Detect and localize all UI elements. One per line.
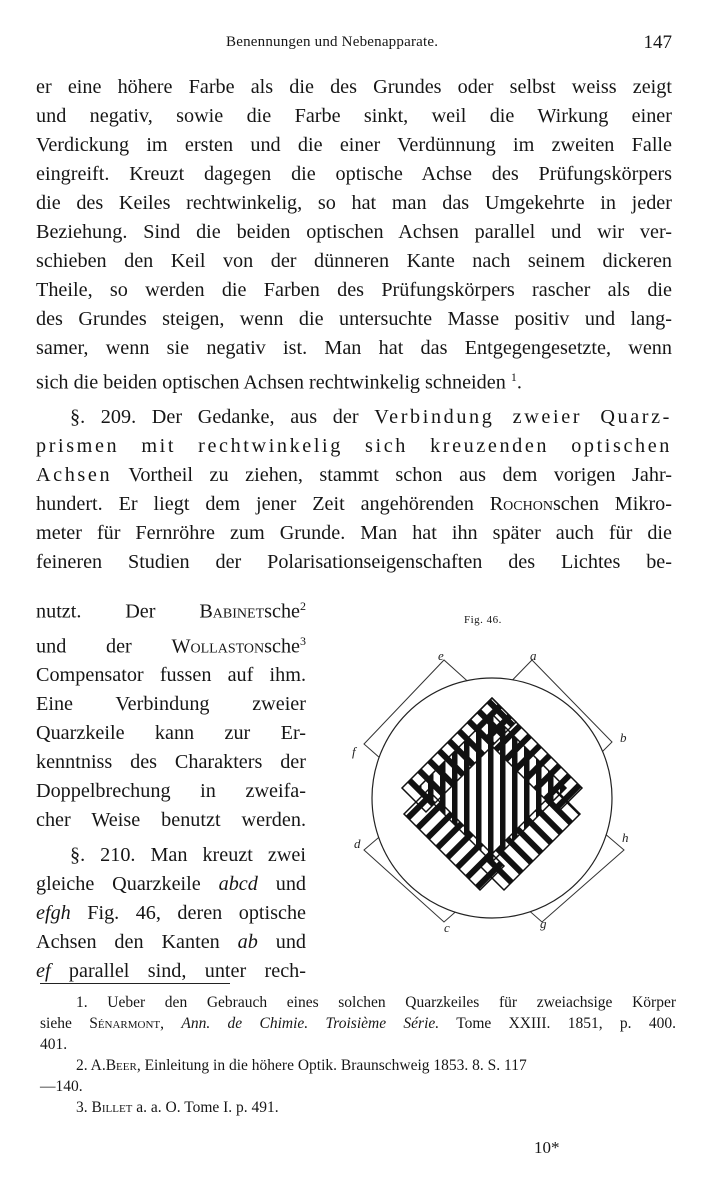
text-span: gleiche Quarzkeile: [36, 873, 201, 896]
text-line: meter für Fernröhre zum Grunde. Man hat ihn später auch für die: [36, 522, 672, 544]
text-span: Verbindung zweier Quarz-: [374, 406, 672, 428]
text-line: Compensator fussen auf ihm.: [36, 664, 306, 687]
text-line: Eine Verbindung zweier: [36, 693, 306, 716]
text-line: schieben den Keil von der dünneren Kante nach seinem dickeren: [36, 250, 672, 272]
text-span: und: [275, 873, 306, 896]
paragraph-2: [36, 403, 672, 577]
text-span: §. 209. Der Gedanke, aus der: [70, 406, 359, 428]
author-name: Babinet: [199, 600, 265, 623]
author-name: Wollaston: [171, 635, 265, 658]
text-span: .: [516, 371, 522, 394]
text-line: Quarzkeile kann zur Er-: [36, 722, 306, 745]
text-span: schen Mikro-: [552, 493, 672, 515]
text-span: Fig. 46, deren optische: [87, 902, 306, 925]
text-span: §. 210. Man kreuzt zwei: [70, 844, 306, 867]
text-line: [36, 403, 672, 432]
text-span: parallel sind, unter rech-: [68, 960, 306, 983]
text-line: kenntniss des Charakters der: [36, 751, 306, 774]
text-span: ef: [36, 960, 51, 983]
quartz-wedges-diagram: [344, 640, 644, 940]
wrapped-paragraph: [36, 592, 306, 986]
page-header: [36, 32, 672, 56]
text-line: Verdickung im ersten und die einer Verdünnung im zweiten Falle: [36, 134, 672, 156]
text-span: Achsen den Kanten: [36, 931, 220, 954]
text-span: Vortheil zu ziehen, stammt schon aus dem vorigen Jahr-: [128, 464, 672, 486]
text-line: er eine höhere Farbe als die des Grundes oder selbst weiss zeigt: [36, 76, 672, 98]
footnote-3: [40, 1097, 676, 1118]
text-span: und: [275, 931, 306, 954]
text-line: [36, 363, 672, 398]
text-line: Theile, so werden die Farben des Prüfungskörpers rascher als die: [36, 279, 672, 301]
label-e: e: [438, 648, 444, 663]
text-line: und negativ, sowie die Farbe sinkt, weil die Wirkung einer: [36, 105, 672, 127]
label-f: f: [352, 744, 356, 759]
label-a: a: [530, 648, 537, 663]
text-span: efgh: [36, 902, 71, 925]
text-span: , Einleitung in die höhere Optik. Braunschweig 1853. 8. S. 117: [136, 1057, 527, 1074]
text-line: [36, 627, 306, 662]
paragraph-1: [36, 73, 672, 398]
text-span: abcd: [218, 873, 258, 896]
author-name: Beer: [105, 1057, 137, 1074]
footnote-2: [40, 1055, 676, 1076]
text-span: ab: [237, 931, 258, 954]
label-h: h: [622, 830, 629, 845]
text-line: eingreift. Kreuzt dagegen die optische Achse des Prüfungskörpers: [36, 163, 672, 185]
text-line: samer, wenn sie negativ ist. Man hat das Entgegengesetzte, wenn: [36, 337, 672, 359]
author-name: Billet: [91, 1099, 133, 1116]
text-line: [36, 899, 306, 928]
text-span: siehe: [40, 1015, 72, 1032]
text-line: feineren Studien der Polarisationseigenschaften des Lichtes be-: [36, 551, 672, 573]
footnote-2-end: —140.: [40, 1078, 83, 1095]
label-d: d: [354, 836, 361, 851]
text-span: 2. A.: [76, 1057, 106, 1074]
page-number: 147: [643, 32, 672, 53]
footnote-ref-3[interactable]: 3: [300, 633, 306, 648]
text-line: [36, 841, 306, 870]
footnote-1-cont: siehe Sénarmont, Ann. de Chimie. Troisième Série. Tome XXIII. 1851, p. 400.: [40, 1015, 676, 1032]
footnote-ref-1[interactable]: 1: [510, 370, 517, 384]
text-line: die des Keiles rechtwinkelig, so hat man das Umgekehrte in jeder: [36, 192, 672, 214]
running-title: Benennungen und Nebenapparate.: [226, 34, 439, 50]
text-line: [36, 592, 306, 627]
text-line: [36, 928, 306, 957]
footnote-1: 1. Ueber den Gebrauch eines solchen Quarzkeiles für zweiachsige Körper: [76, 994, 676, 1011]
text-span: und der: [36, 635, 132, 658]
figure-46: [344, 640, 644, 940]
footnotes: [40, 992, 676, 1118]
author-name: Rochon: [489, 493, 553, 515]
text-span: sche: [264, 635, 300, 658]
label-b: b: [620, 730, 627, 745]
text-span: a. a. O. Tome I. p. 491.: [136, 1099, 279, 1116]
label-g: g: [540, 916, 547, 931]
text-span: Tome XXIII. 1851, p. 400.: [456, 1015, 676, 1032]
text-span: Achsen: [36, 464, 113, 486]
text-span: hundert. Er liegt dem jener Zeit angehörenden: [36, 493, 474, 515]
text-line: [36, 870, 306, 899]
text-line: cher Weise benutzt werden.: [36, 809, 306, 832]
text-line: [36, 490, 672, 519]
text-span: Ann. de Chimie. Troisième Série.: [181, 1015, 440, 1032]
text-line: Doppelbrechung in zweifa-: [36, 780, 306, 803]
signature-mark: 10*: [534, 1138, 560, 1157]
text-line: Beziehung. Sind die beiden optischen Achsen parallel und wir ver-: [36, 221, 672, 243]
text-span: 3.: [76, 1099, 88, 1116]
figure-caption: Fig. 46.: [464, 614, 502, 626]
footnote-ref-2[interactable]: 2: [300, 599, 306, 613]
label-c: c: [444, 920, 450, 935]
text-span: nutzt. Der: [36, 600, 156, 623]
footnote-rule: [40, 983, 230, 984]
text-span: sche: [264, 600, 300, 623]
text-span: sich die beiden optischen Achsen rechtwinkelig schneiden: [36, 371, 506, 394]
author-name: Sénarmont: [89, 1015, 161, 1032]
text-line: [36, 461, 672, 490]
text-line: des Grundes steigen, wenn die untersuchte Masse positiv und lang-: [36, 308, 672, 330]
text-line: prismen mit rechtwinkelig sich kreuzenden optischen: [36, 435, 672, 457]
footnote-1-end: 401.: [40, 1036, 68, 1053]
